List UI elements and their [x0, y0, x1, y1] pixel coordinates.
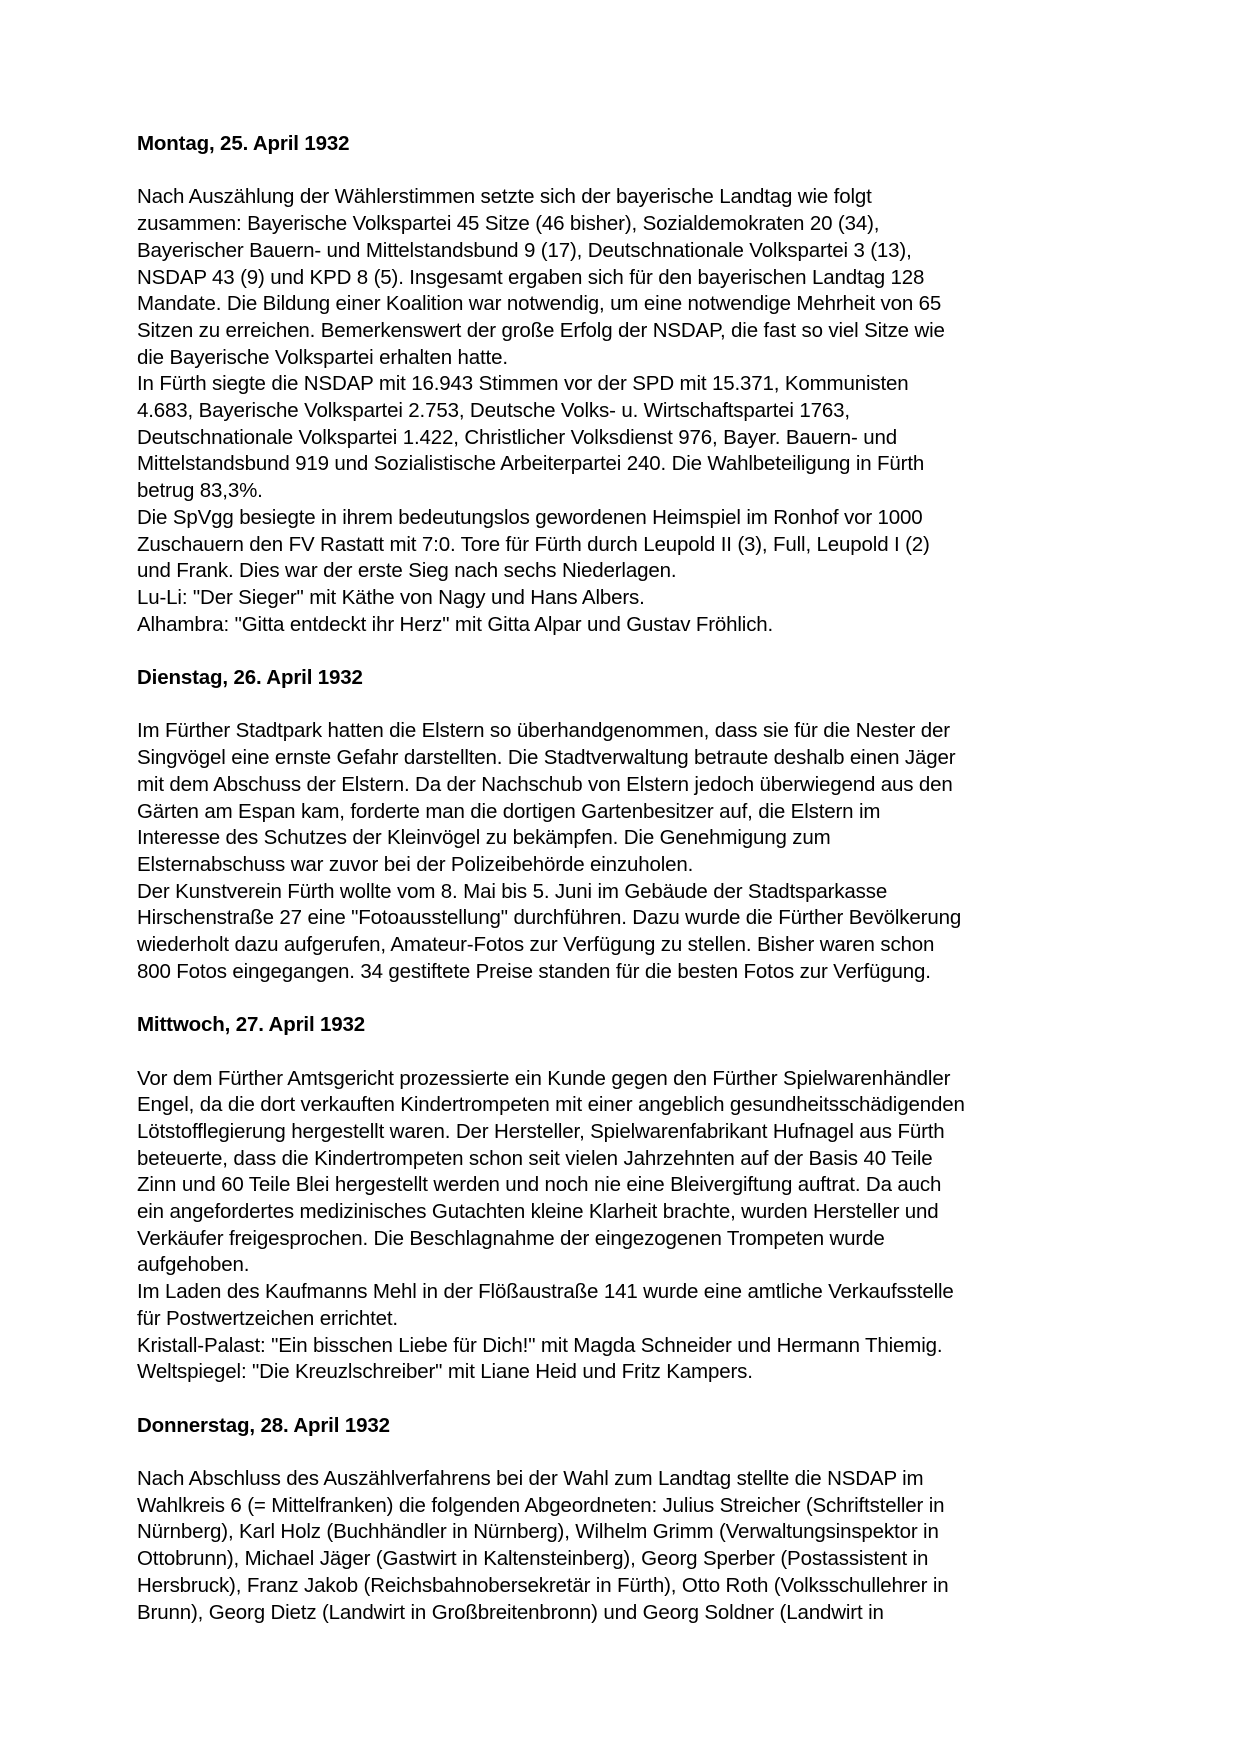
text-line: Mandate. Die Bildung einer Koalition war notwendig, um eine notwendige Mehrheit von 65: [137, 292, 942, 316]
text-line: Die SpVgg besiegte in ihrem bedeutungslos gewordenen Heimspiel im Ronhof vor 1000: [137, 505, 923, 529]
text-line: Weltspiegel: "Die Kreuzlschreiber" mit Liane Heid und Fritz Kampers.: [137, 1360, 753, 1384]
text-line: NSDAP 43 (9) und KPD 8 (5). Insgesamt ergaben sich für den bayerischen Landtag 128: [137, 265, 925, 289]
section-heading: Mittwoch, 27. April 1932: [137, 1013, 366, 1037]
text-line: betrug 83,3%.: [137, 479, 263, 503]
text-line: Gärten am Espan kam, forderte man die dortigen Gartenbesitzer auf, die Elstern im: [137, 799, 881, 823]
section-paragraph: [137, 184, 1179, 638]
section-paragraph: [137, 1466, 1179, 1626]
text-line: Deutschnationale Volkspartei 1.422, Christlicher Volksdienst 976, Bayer. Bauern- und: [137, 425, 898, 449]
section-heading: Montag, 25. April 1932: [137, 132, 350, 155]
text-line: 800 Fotos eingegangen. 34 gestiftete Preise standen für die besten Fotos zur Verfügung.: [137, 959, 931, 983]
text-line: Hirschenstraße 27 eine "Fotoausstellung" durchführen. Dazu wurde die Fürther Bevölkerung: [137, 906, 962, 930]
text-line: Nach Auszählung der Wählerstimmen setzte sich der bayerische Landtag wie folgt: [137, 185, 872, 209]
text-line: Lu-Li: "Der Sieger" mit Käthe von Nagy und Hans Albers.: [137, 585, 645, 609]
text-line: wiederholt dazu aufgerufen, Amateur-Fotos zur Verfügung zu stellen. Bisher waren schon: [137, 933, 935, 957]
text-line: Bayerischer Bauern- und Mittelstandsbund 9 (17), Deutschnationale Volkspartei 3 (13),: [137, 238, 912, 262]
text-line: Im Laden des Kaufmanns Mehl in der Flößaustraße 141 wurde eine amtliche Verkaufsstelle: [137, 1280, 954, 1304]
text-line: Nach Abschluss des Auszählverfahrens bei der Wahl zum Landtag stellte die NSDAP im: [137, 1467, 924, 1491]
text-line: und Frank. Dies war der erste Sieg nach sechs Niederlagen.: [137, 559, 677, 583]
text-line: zusammen: Bayerische Volkspartei 45 Sitze (46 bisher), Sozialdemokraten 20 (34),: [137, 212, 880, 236]
text-line: beteuerte, dass die Kindertrompeten schon seit vielen Jahrzehnten auf der Basis 40 Teile: [137, 1146, 933, 1170]
section-heading: Donnerstag, 28. April 1932: [137, 1413, 390, 1437]
text-line: mit dem Abschuss der Elstern. Da der Nachschub von Elstern jedoch überwiegend aus den: [137, 772, 953, 796]
section-paragraph: [137, 1066, 1179, 1386]
text-line: Engel, da die dort verkauften Kindertrompeten mit einer angeblich gesundheitsschädigenden: [137, 1093, 965, 1117]
text-line: Vor dem Fürther Amtsgericht prozessierte ein Kunde gegen den Fürther Spielwarenhändler: [137, 1066, 951, 1090]
text-line: Sitzen zu erreichen. Bemerkenswert der große Erfolg der NSDAP, die fast so viel Sitze wie: [137, 318, 945, 342]
text-line: Verkäufer freigesprochen. Die Beschlagnahme der eingezogenen Trompeten wurde: [137, 1226, 885, 1250]
text-line: Mittelstandsbund 919 und Sozialistische Arbeiterpartei 240. Die Wahlbeteiligung in Fürth: [137, 452, 925, 476]
text-line: die Bayerische Volkspartei erhalten hatte.: [137, 345, 508, 369]
text-line: Zuschauern den FV Rastatt mit 7:0. Tore für Fürth durch Leupold II (3), Full, Leupold I (2): [137, 532, 930, 556]
text-line: für Postwertzeichen errichtet.: [137, 1306, 398, 1330]
text-line: Zinn und 60 Teile Blei hergestellt werden und noch nie eine Bleivergiftung auftrat. Da auch: [137, 1173, 942, 1197]
text-line: Nürnberg), Karl Holz (Buchhändler in Nürnberg), Wilhelm Grimm (Verwaltungsinspektor in: [137, 1520, 939, 1544]
text-line: Elsternabschuss war zuvor bei der Polizeibehörde einzuholen.: [137, 852, 694, 876]
text-line: 4.683, Bayerische Volkspartei 2.753, Deutsche Volks- u. Wirtschaftspartei 1763,: [137, 399, 850, 423]
section-paragraph: [137, 718, 1179, 985]
text-line: Interesse des Schutzes der Kleinvögel zu bekämpfen. Die Genehmigung zum: [137, 826, 831, 850]
text-line: aufgehoben.: [137, 1253, 250, 1277]
text-line: Kristall-Palast: "Ein bisschen Liebe für Dich!" mit Magda Schneider und Hermann Thiemig.: [137, 1333, 943, 1357]
document-content: [137, 131, 1179, 1626]
text-line: ein angefordertes medizinisches Gutachten kleine Klarheit brachte, wurden Hersteller und: [137, 1200, 939, 1224]
section-heading: Dienstag, 26. April 1932: [137, 666, 363, 690]
text-line: Ottobrunn), Michael Jäger (Gastwirt in Kaltensteinberg), Georg Sperber (Postassistent in: [137, 1547, 929, 1571]
text-line: Alhambra: "Gitta entdeckt ihr Herz" mit Gitta Alpar und Gustav Fröhlich.: [137, 612, 774, 636]
text-line: Der Kunstverein Fürth wollte vom 8. Mai bis 5. Juni im Gebäude der Stadtsparkasse: [137, 879, 888, 903]
text-line: Singvögel eine ernste Gefahr darstellten. Die Stadtverwaltung betraute deshalb einen Jäger: [137, 746, 956, 770]
text-line: Wahlkreis 6 (= Mittelfranken) die folgenden Abgeordneten: Julius Streicher (Schriftsteller in: [137, 1493, 945, 1517]
text-line: In Fürth siegte die NSDAP mit 16.943 Stimmen vor der SPD mit 15.371, Kommunisten: [137, 372, 909, 396]
text-line: Brunn), Georg Dietz (Landwirt in Großbreitenbronn) und Georg Soldner (Landwirt in: [137, 1600, 884, 1624]
text-line: Im Fürther Stadtpark hatten die Elstern so überhandgenommen, dass sie für die Nester der: [137, 719, 950, 743]
text-line: Lötstofflegierung hergestellt waren. Der Hersteller, Spielwarenfabrikant Hufnagel aus Fürth: [137, 1119, 945, 1143]
text-line: Hersbruck), Franz Jakob (Reichsbahnobersekretär in Fürth), Otto Roth (Volksschullehrer in: [137, 1573, 949, 1597]
